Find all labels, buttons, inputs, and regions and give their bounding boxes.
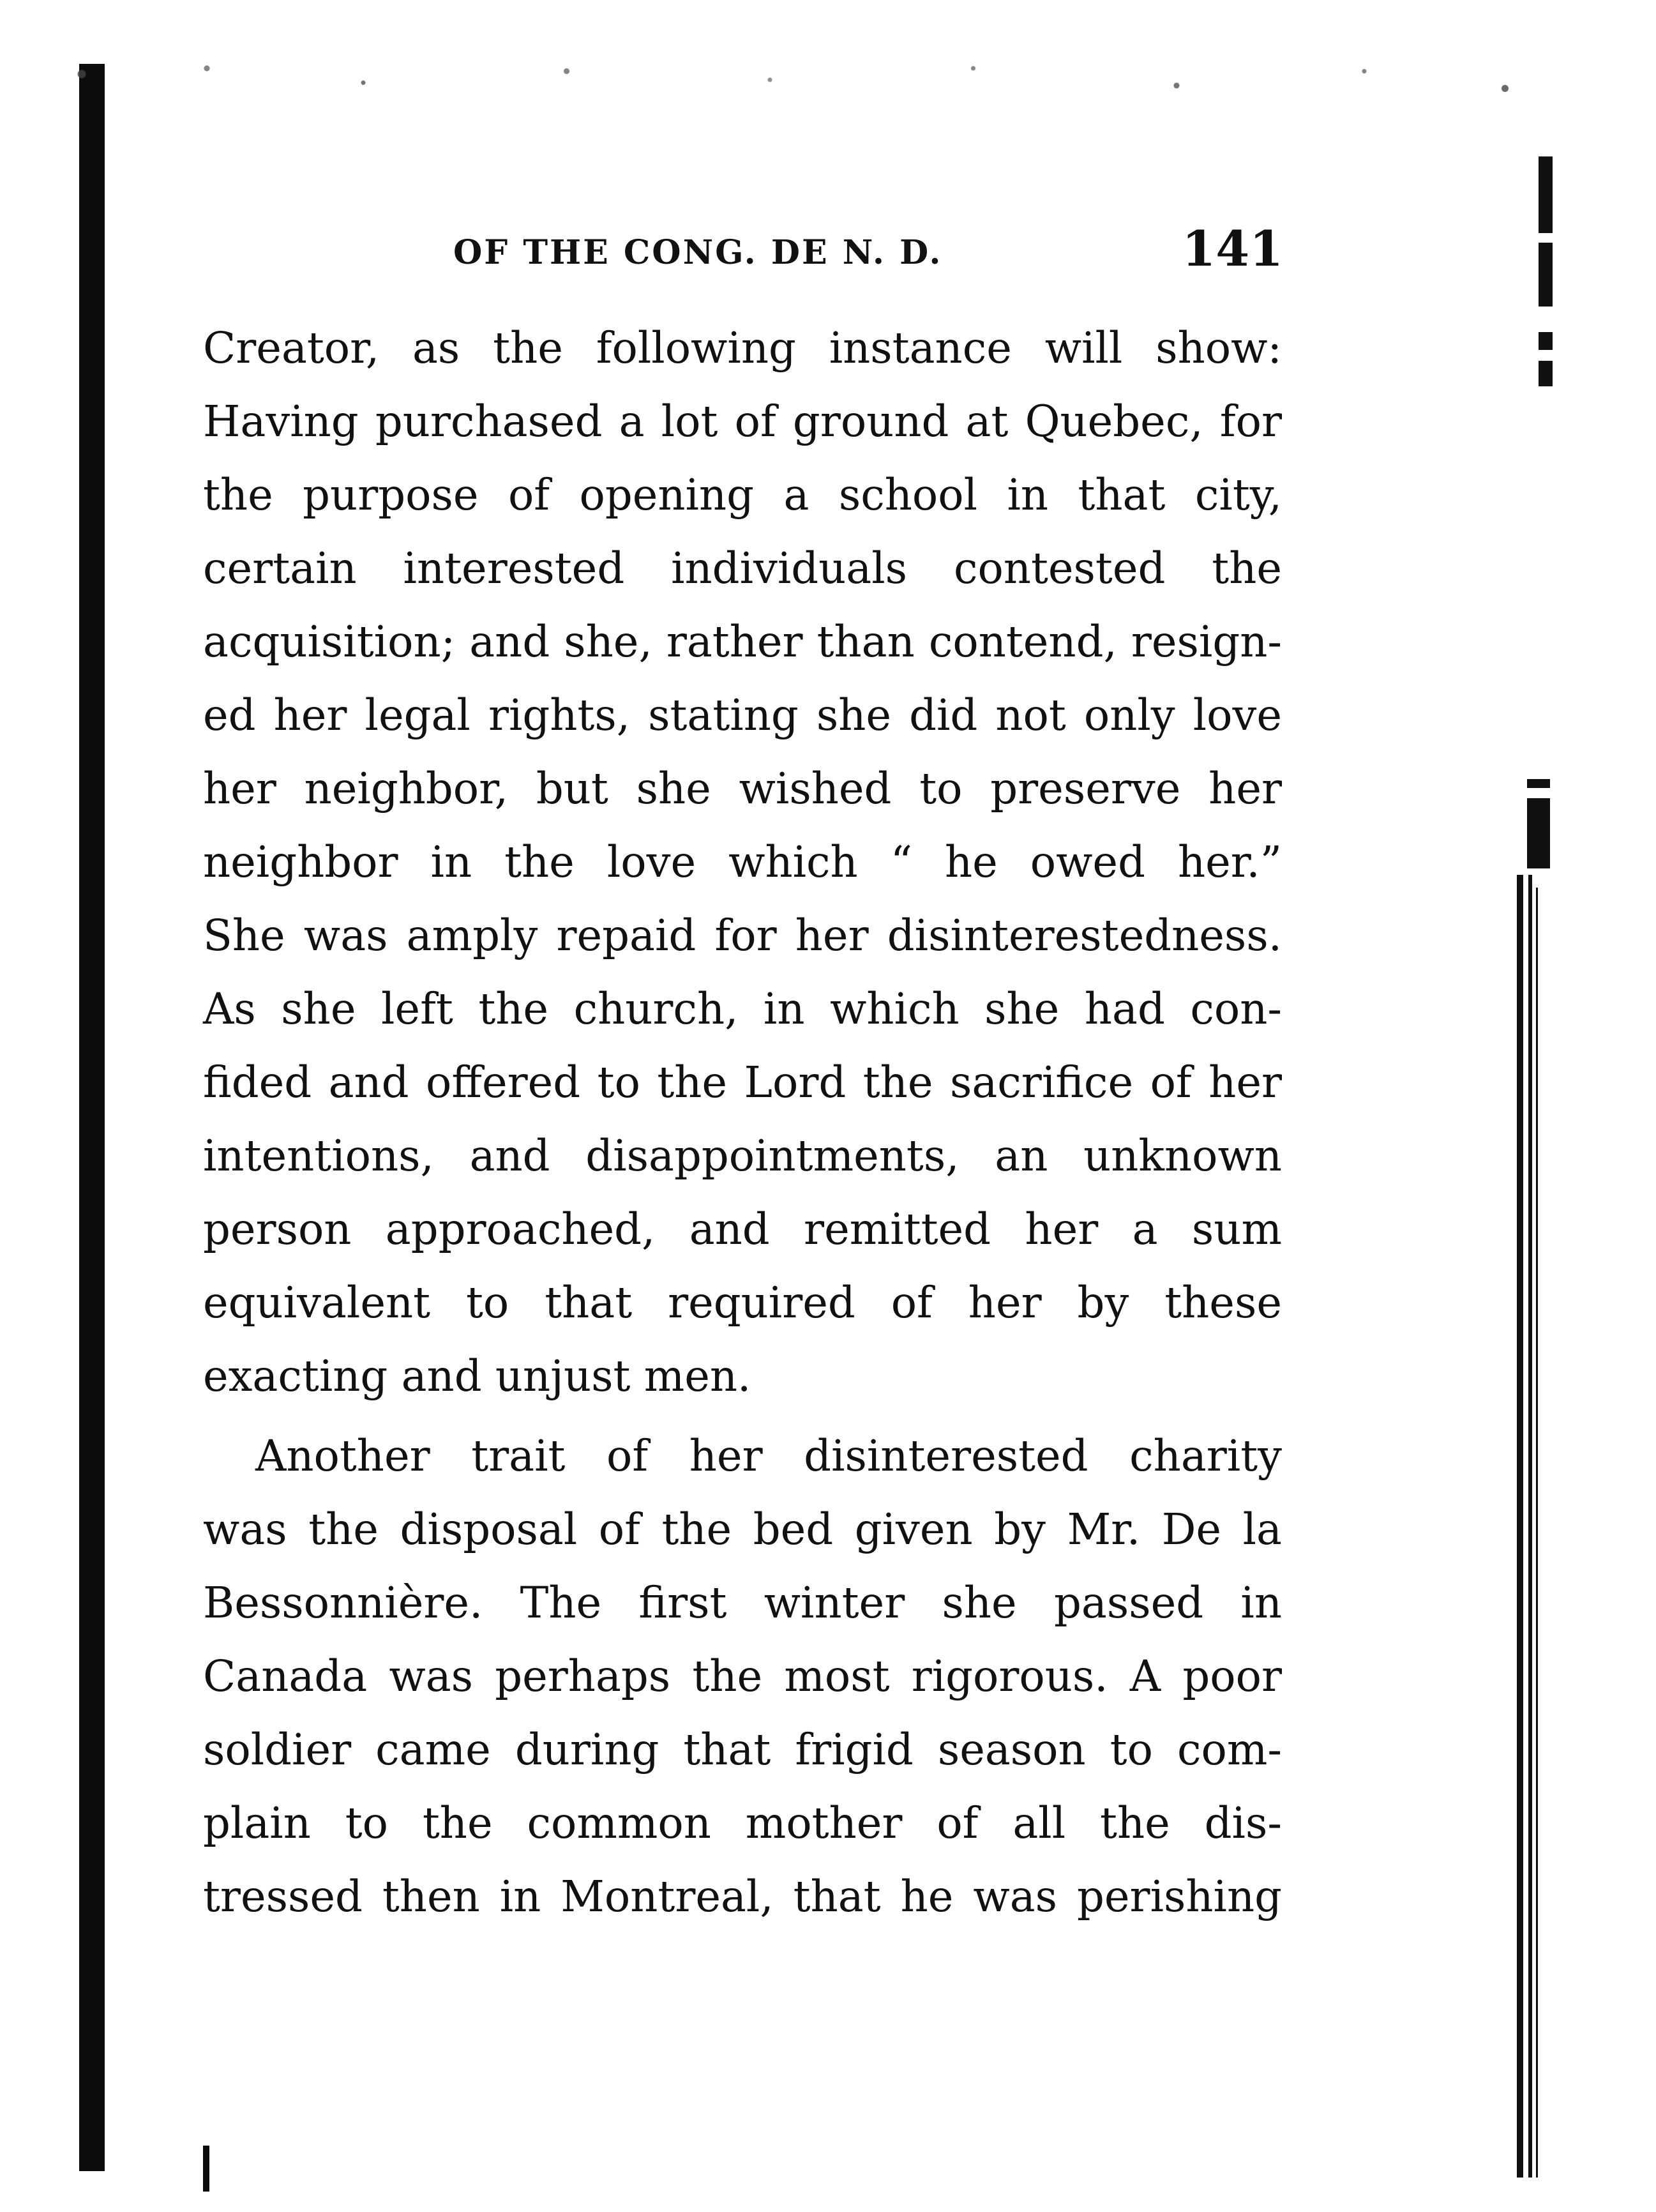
text-line: her neighbor, but she wished to preserve her: [203, 764, 1282, 814]
scan-bottom-mark: [203, 2146, 209, 2192]
text-line: the purpose of opening a school in that city,: [203, 470, 1282, 520]
text-line: exacting and unjust men.: [203, 1351, 751, 1401]
text-line: was the disposal of the bed given by Mr. De la: [203, 1504, 1282, 1554]
running-head: OF THE CONG. DE N. D.: [453, 233, 943, 272]
paragraph: [203, 312, 1282, 1413]
text-line: certain interested individuals contested the: [203, 543, 1282, 593]
text-line: tressed then in Montreal, that he was perishing: [203, 1872, 1282, 1921]
text-line: soldier came during that frigid season to com-: [203, 1725, 1282, 1775]
text-line: intentions, and disappointments, an unknown: [203, 1131, 1282, 1181]
text-line: Another trait of her disinterested charity: [255, 1431, 1282, 1481]
scan-right-edge: [1513, 0, 1602, 2212]
text-line: neighbor in the love which “ he owed her.”: [203, 837, 1282, 887]
text-line: She was amply repaid for her disinterestedness.: [203, 911, 1282, 960]
text-line: plain to the common mother of all the dis-: [203, 1798, 1282, 1848]
paragraph: [203, 1420, 1282, 1934]
page-number: 141: [1182, 220, 1283, 277]
text-line: acquisition; and she, rather than contend, resign-: [203, 617, 1282, 667]
scan-top-noise: [19, 51, 1583, 109]
text-line: Bessonnière. The first winter she passed in: [203, 1578, 1282, 1628]
text-line: ed her legal rights, stating she did not only love: [203, 690, 1282, 740]
text-line: Creator, as the following instance will show:: [203, 323, 1282, 373]
text-line: fided and offered to the Lord the sacrifice of her: [203, 1057, 1282, 1107]
text-line: Canada was perhaps the most rigorous. A poor: [203, 1651, 1282, 1701]
scan-spine-shadow: [79, 64, 105, 2171]
text-line: person approached, and remitted her a sum: [203, 1204, 1282, 1254]
paragraph-gap: [203, 1413, 1282, 1420]
text-line: Having purchased a lot of ground at Quebec, for: [203, 397, 1282, 446]
page-header: [453, 220, 1283, 291]
body-text: [203, 312, 1282, 1934]
text-line: equivalent to that required of her by these: [203, 1278, 1282, 1328]
text-line: As she left the church, in which she had con-: [203, 984, 1282, 1034]
